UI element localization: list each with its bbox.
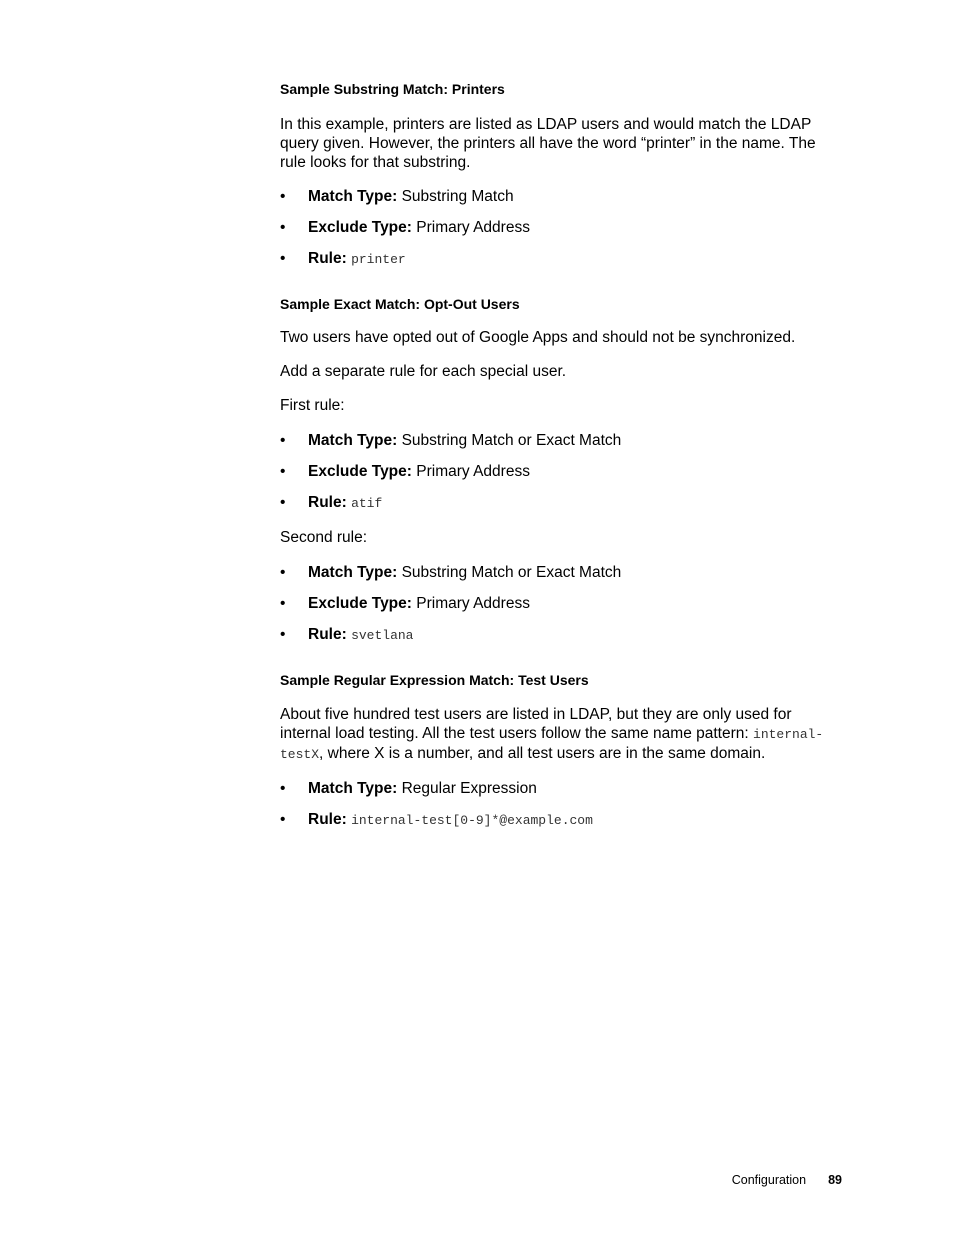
page-footer bbox=[732, 1173, 842, 1187]
list-item bbox=[280, 810, 836, 830]
list-printers bbox=[280, 187, 836, 269]
intro-text-after: , where X is a number, and all test users are in the same domain. bbox=[319, 745, 766, 762]
label-exclude-type: Exclude Type: bbox=[308, 219, 412, 236]
list-item bbox=[280, 779, 836, 798]
list-item bbox=[280, 625, 836, 645]
list-first-rule bbox=[280, 431, 836, 513]
value-rule: printer bbox=[351, 252, 406, 267]
value-exclude-type: Primary Address bbox=[411, 595, 530, 612]
paragraph-first-rule: First rule: bbox=[280, 397, 345, 414]
footer-section-name: Configuration bbox=[731, 1173, 807, 1187]
bullet-icon: • bbox=[280, 188, 286, 205]
page-number: 89 bbox=[828, 1173, 842, 1187]
list-item bbox=[280, 218, 836, 237]
list-item bbox=[280, 249, 836, 269]
bullet-icon: • bbox=[280, 250, 286, 267]
value-exclude-type: Primary Address bbox=[411, 463, 530, 480]
value-rule: svetlana bbox=[351, 628, 414, 643]
value-exclude-type: Primary Address bbox=[411, 219, 530, 236]
label-match-type: Match Type: bbox=[308, 564, 398, 581]
paragraph-opt-out-rule-note: Add a separate rule for each special user. bbox=[280, 363, 567, 380]
bullet-icon: • bbox=[280, 780, 286, 797]
bullet-icon: • bbox=[280, 432, 286, 449]
paragraph-printers-intro: In this example, printers are listed as LDAP users and would match the LDAP query given. However, the printers all have the word “printer” in the name. The rule looks for that substring. bbox=[280, 116, 816, 171]
bullet-icon: • bbox=[280, 811, 286, 828]
bullet-icon: • bbox=[280, 595, 286, 612]
list-item bbox=[280, 493, 836, 513]
label-exclude-type: Exclude Type: bbox=[308, 595, 412, 612]
value-match-type: Substring Match or Exact Match bbox=[397, 432, 622, 449]
bullet-icon: • bbox=[280, 626, 286, 643]
intro-code-part1: internal- bbox=[753, 727, 824, 742]
section-heading-opt-out: Sample Exact Match: Opt-Out Users bbox=[280, 296, 520, 312]
label-match-type: Match Type: bbox=[308, 432, 398, 449]
section-heading-test-users: Sample Regular Expression Match: Test Users bbox=[280, 672, 589, 688]
value-match-type: Substring Match or Exact Match bbox=[397, 564, 622, 581]
label-rule: Rule: bbox=[308, 250, 347, 267]
label-rule: Rule: bbox=[308, 626, 347, 643]
list-item bbox=[280, 187, 836, 206]
bullet-icon: • bbox=[280, 494, 286, 511]
list-second-rule bbox=[280, 563, 836, 645]
label-rule: Rule: bbox=[308, 811, 347, 828]
value-match-type: Substring Match bbox=[397, 188, 514, 205]
section-heading-printers: Sample Substring Match: Printers bbox=[280, 81, 505, 97]
list-item bbox=[280, 462, 836, 481]
list-item bbox=[280, 563, 836, 582]
intro-text-before: About five hundred test users are listed in LDAP, but they are only used for internal load testing. All the test users follow the same name pattern: bbox=[280, 706, 792, 742]
intro-code-part2: testX bbox=[280, 747, 320, 762]
paragraph-opt-out-intro: Two users have opted out of Google Apps and should not be synchronized. bbox=[280, 329, 796, 346]
label-match-type: Match Type: bbox=[308, 188, 398, 205]
label-match-type: Match Type: bbox=[308, 780, 398, 797]
label-exclude-type: Exclude Type: bbox=[308, 463, 412, 480]
value-rule: atif bbox=[351, 496, 383, 511]
label-rule: Rule: bbox=[308, 494, 347, 511]
paragraph-second-rule: Second rule: bbox=[280, 529, 368, 546]
paragraph-test-users-intro bbox=[280, 705, 836, 764]
bullet-icon: • bbox=[280, 463, 286, 480]
page-content bbox=[280, 78, 836, 830]
bullet-icon: • bbox=[280, 219, 286, 236]
value-match-type: Regular Expression bbox=[397, 780, 537, 797]
list-item bbox=[280, 594, 836, 613]
list-item bbox=[280, 431, 836, 450]
value-rule: internal-test[0-9]*@example.com bbox=[351, 813, 593, 828]
list-test-users bbox=[280, 779, 836, 830]
bullet-icon: • bbox=[280, 564, 286, 581]
